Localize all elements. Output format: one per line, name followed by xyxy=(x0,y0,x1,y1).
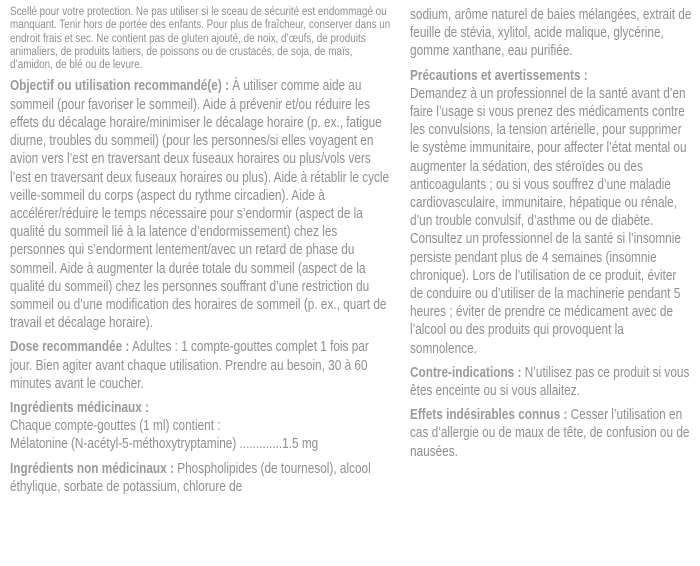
contra-heading: Contre-indications : xyxy=(410,364,522,381)
purpose-section xyxy=(10,77,394,332)
non-medicinal-text-left: Phospholipides (de tournesol), alcool éthylique, sorbate de potassium, chlorure de xyxy=(10,460,371,495)
warnings-heading: Précautions et avertissements : xyxy=(410,67,588,84)
dose-text: Adultes : 1 compte-gouttes complet 1 fois par jour. Bien agiter avant chaque utilisation. Prendre au besoin, 30 à 60 minutes avant le coucher. xyxy=(10,339,369,392)
non-medicinal-continued xyxy=(410,6,692,61)
contra-section xyxy=(410,364,692,400)
medicinal-heading: Ingrédients médicinaux : xyxy=(10,399,150,416)
non-medicinal-text-right: sodium, arôme naturel de baies mélangées, extrait de feuille de stévia, xylitol, acide malique, glycérine, gomme xanthane, eau purifiée. xyxy=(410,7,692,60)
left-column xyxy=(10,6,394,502)
contra-text: N’utilisez pas ce produit si vous êtes enceinte ou si vous allaitez. xyxy=(410,364,690,400)
right-column xyxy=(410,6,692,467)
non-medicinal-section xyxy=(10,460,394,496)
dose-heading: Dose recommandée : xyxy=(10,339,130,356)
purpose-heading: Objectif ou utilisation recommandé(e) : xyxy=(10,78,229,95)
warnings-text: Demandez à un professionnel de la santé avant d’en faire l’usage si vous prenez des médicaments contre les convulsions, la tension artérielle, pour supprimer le système immunitaire, pour affecter l’état mental ou augmenter la sédation, des stéroïdes ou des anticoagulants ; ou si vous souffrez d’une maladie cardiovasculaire, immunitaire, hépatique ou rénale, d’un trouble convulsif, d’asthme ou de diabète. Consultez un professionnel de la santé si l’insomnie persiste pendant plus de 4 semaines (insomnie chronique). Lors de l’utilisation de ce produit, éviter de conduire ou d’utiliser de la machinerie pendant 5 heures ; éviter de prendre ce médicament avec de l’alcool ou des produits qui provoquent la somnolence. xyxy=(410,85,687,357)
warnings-section xyxy=(410,67,692,358)
purpose-text: À utiliser comme aide au sommeil (pour favoriser le sommeil). Aide à prévenir et/ou réduire les effets du décalage horaire/minimiser le décalage horaire (p. ex., fatigue diurne, troubles du sommeil) (pour les personnes/si elles voyagent en avion vers l’est en traversant deux fuseaux horaires ou plus/vols vers l’est en traversant deux fuseaux horaires ou plus). Aide à rétablir le cycle veille-sommeil du corps (aspect du rythme circadien). Aide à accélérer/réduire le temps nécessaire pour s’endormir (aspect de la qualité du sommeil lié à la latence d’endormissement) chez les personnes qui s’endorment lentement/avec un retard de phase du sommeil. Aide à augmenter la durée totale du sommeil (aspect de la qualité du sommeil) chez les personnes souffrant d’une restriction du sommeil ou d’une modification des horaires de sommeil (p. ex., quart de travail et décalage horaire). xyxy=(10,78,390,332)
medicinal-line-2: Mélatonine (N-acétyl-5-méthoxytryptamine) .............1.5 mg xyxy=(10,436,319,453)
side-effects-heading: Effets indésirables connus : xyxy=(410,407,568,424)
protection-notice: Scellé pour votre protection. Ne pas utiliser si le sceau de sécurité est endommagé ou manquant. Tenir hors de portée des enfants. Pour plus de fraîcheur, conserver dans un endroit frais et sec. Ne contient pas de gluten ajouté, de noix, d’œufs, de produits animaliers, de produits laitiers, de poissons ou de crustacés, de soja, de maïs, d’amidon, de blé ou de levure. xyxy=(10,6,391,72)
non-medicinal-heading: Ingrédients non médicinaux : xyxy=(10,460,174,477)
side-effects-text: Cesser l’utilisation en cas d’allergie ou de maux de tête, de confusion ou de nausées. xyxy=(410,407,690,460)
medicinal-section xyxy=(10,399,394,454)
medicinal-line-1: Chaque compte-gouttes (1 ml) contient : xyxy=(10,418,221,435)
dose-section xyxy=(10,338,394,393)
side-effects-section xyxy=(410,406,692,461)
